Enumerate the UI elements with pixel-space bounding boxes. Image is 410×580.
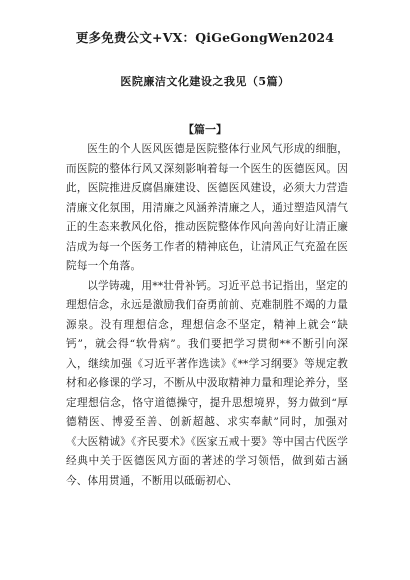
document-title: 医院廉洁文化建设之我见（5篇） [120,75,290,88]
paragraph-1: 医生的个人医风医德是医院整体行业风气形成的细胞，而医院的整体行风又深刻影响着每一个医生的医德医风。因此，医院推进反腐倡廉建设、医德医风建设，必须大力营造清廉文化氛围，用清廉之风涵养清廉之人，通过塑造风清气正的生态来教风化俗，推动医院整体作风向善向好让清正廉洁成为每一个医务工作者的精神底色，让清风正气充盈在医院每一个角落。 [66,143,348,272]
promo-banner: 更多免费公文+VX：QiGeGongWen2024 [75,30,335,45]
section-heading: 【篇一】 [183,123,227,136]
paragraph-2: 以学铸魂，用**壮骨补钙。习近平总书记指出，坚定的理想信念，永远是激励我们奋勇前前、克难制胜不竭的力量源泉。没有理想信念，理想信念不坚定，精神上就会“缺钙”，就会得“软骨病”。我们要把学习贯彻**不断引向深入，继续加强《习近平著作选读》《**学习纲要》等规定教材和必修课的学习，不断从中汲取精神力量和理论养分，坚定理想信念，恪守道德操守，提升思想境界，努力做到“厚德精医、博爱至善、创新超越、求实奉献”同时，加强对《大医精诚》《齐民要术》《医家五戒十要》等中国古代医学经典中关于医德医风方面的著述的学习领悟，做到茹古涵今、体用贯通，不断用以砥砺初心、 [66,279,348,487]
document-body [66,140,348,491]
